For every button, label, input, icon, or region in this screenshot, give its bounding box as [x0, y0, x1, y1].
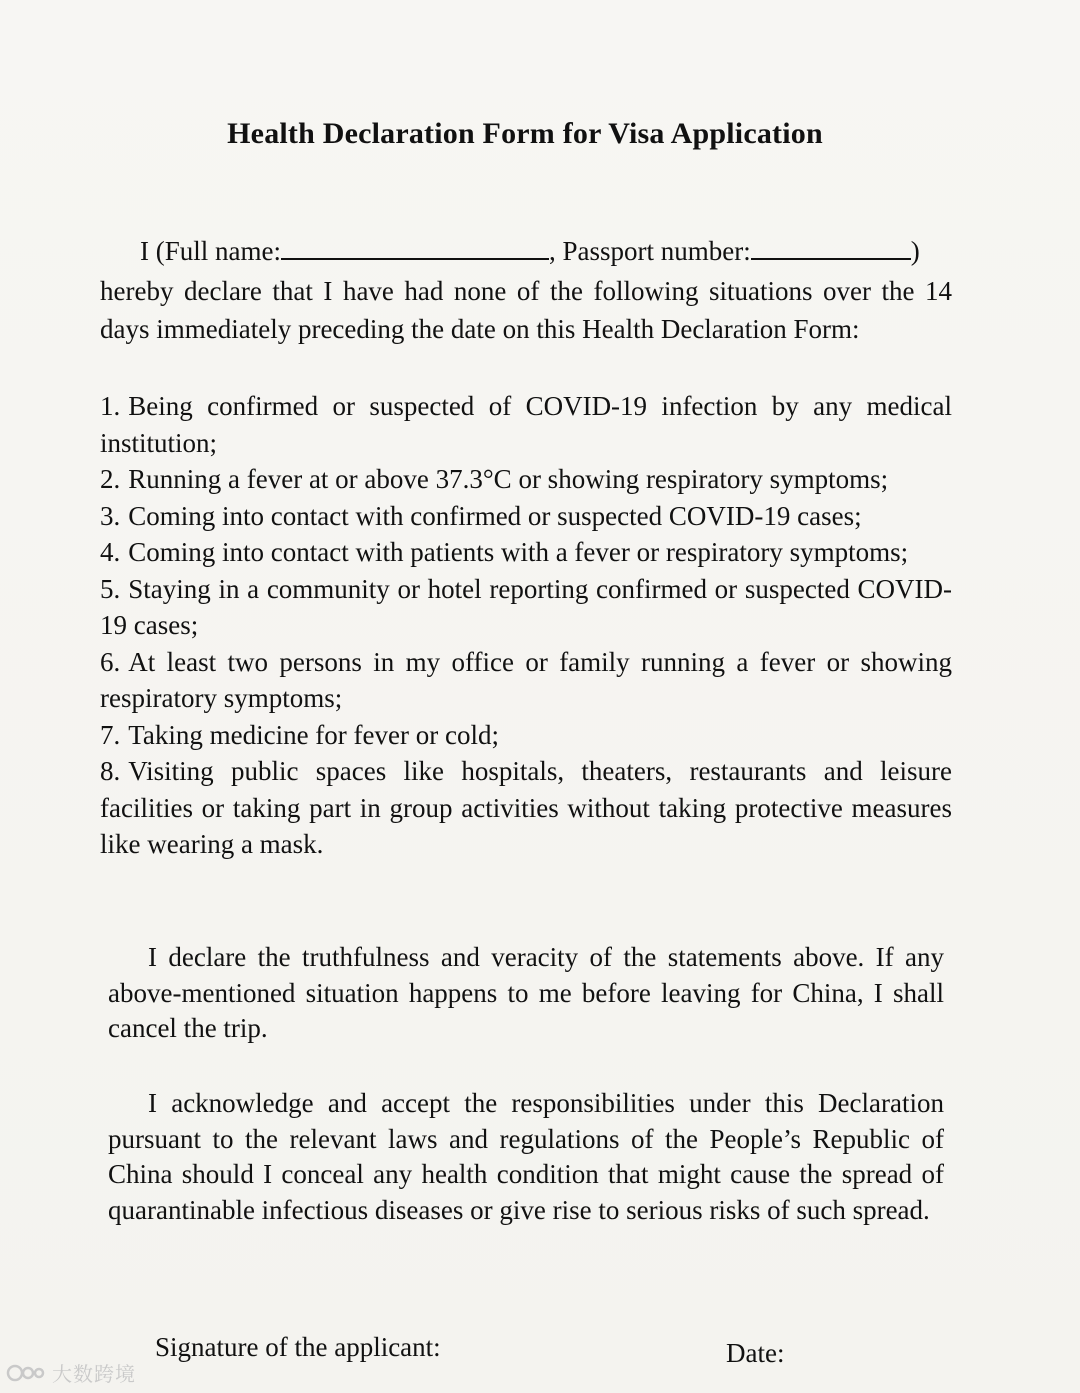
closing-paren: ) — [910, 236, 920, 266]
applicant-identity-line — [140, 236, 960, 267]
list-item — [100, 534, 952, 571]
watermark — [6, 1358, 136, 1387]
truthfulness-paragraph — [108, 940, 944, 1047]
passport-number-label: , Passport number: — [548, 236, 751, 266]
list-item — [100, 571, 952, 644]
item-text: Visiting public spaces like hospitals, theaters, restaurants and leisure facilities or taking part in group activities without taking protective measures like wearing a mask. — [100, 756, 952, 859]
item-number: 2. — [100, 464, 121, 494]
item-text: Being confirmed or suspected of COVID-19 infection by any medical institution; — [100, 391, 952, 458]
full-name-label: I (Full name: — [140, 236, 281, 266]
list-item — [100, 388, 952, 461]
item-number: 7. — [100, 719, 121, 750]
form-title: Health Declaration Form for Visa Application — [227, 117, 823, 150]
list-item — [100, 461, 952, 498]
list-item — [100, 753, 952, 863]
truthfulness-text: I declare the truthfulness and veracity of the statements above. If any above-mentioned situation happens to me before leaving for China, I shall cancel the trip. — [108, 942, 944, 1043]
item-number: 5. — [100, 573, 121, 604]
date-label: Date: — [726, 1338, 785, 1368]
passport-number-blank[interactable] — [751, 236, 911, 260]
item-text: Staying in a community or hotel reporting confirmed or suspected COVID-19 cases; — [100, 573, 952, 640]
item-text: Coming into contact with confirmed or suspected COVID-19 cases; — [128, 500, 862, 531]
responsibility-paragraph — [108, 1086, 944, 1228]
full-name-blank[interactable] — [281, 236, 549, 260]
declaration-intro: hereby declare that I have had none of the following situations over the 14 days immediately preceding the date on this Health Declaration Form: — [100, 276, 952, 344]
item-text: Coming into contact with patients with a fever or respiratory symptoms; — [128, 537, 909, 567]
item-number: 3. — [100, 500, 121, 531]
item-text: Taking medicine for fever or cold; — [128, 719, 499, 750]
item-text: Running a fever at or above 37.3°C or showing respiratory symptoms; — [128, 464, 889, 494]
watermark-text: 大数跨境 — [52, 1362, 136, 1386]
situation-list — [100, 388, 952, 863]
item-number: 8. — [100, 756, 121, 786]
list-item — [100, 717, 952, 754]
list-item — [100, 644, 952, 717]
item-text: At least two persons in my office or family running a fever or showing respiratory symptoms; — [100, 646, 952, 713]
item-number: 4. — [100, 537, 121, 567]
item-number: 6. — [100, 646, 121, 677]
watermark-logo-icon — [6, 1362, 46, 1384]
signature-label: Signature of the applicant: — [155, 1332, 441, 1362]
responsibility-text: I acknowledge and accept the responsibilities under this Declaration pursuant to the relevant laws and regulations of the People’s Republic of China should I conceal any health condition that might cause the spread of quarantinable infectious diseases or give rise to serious risks of such spread. — [108, 1088, 944, 1225]
list-item — [100, 498, 952, 535]
item-number: 1. — [100, 391, 121, 421]
